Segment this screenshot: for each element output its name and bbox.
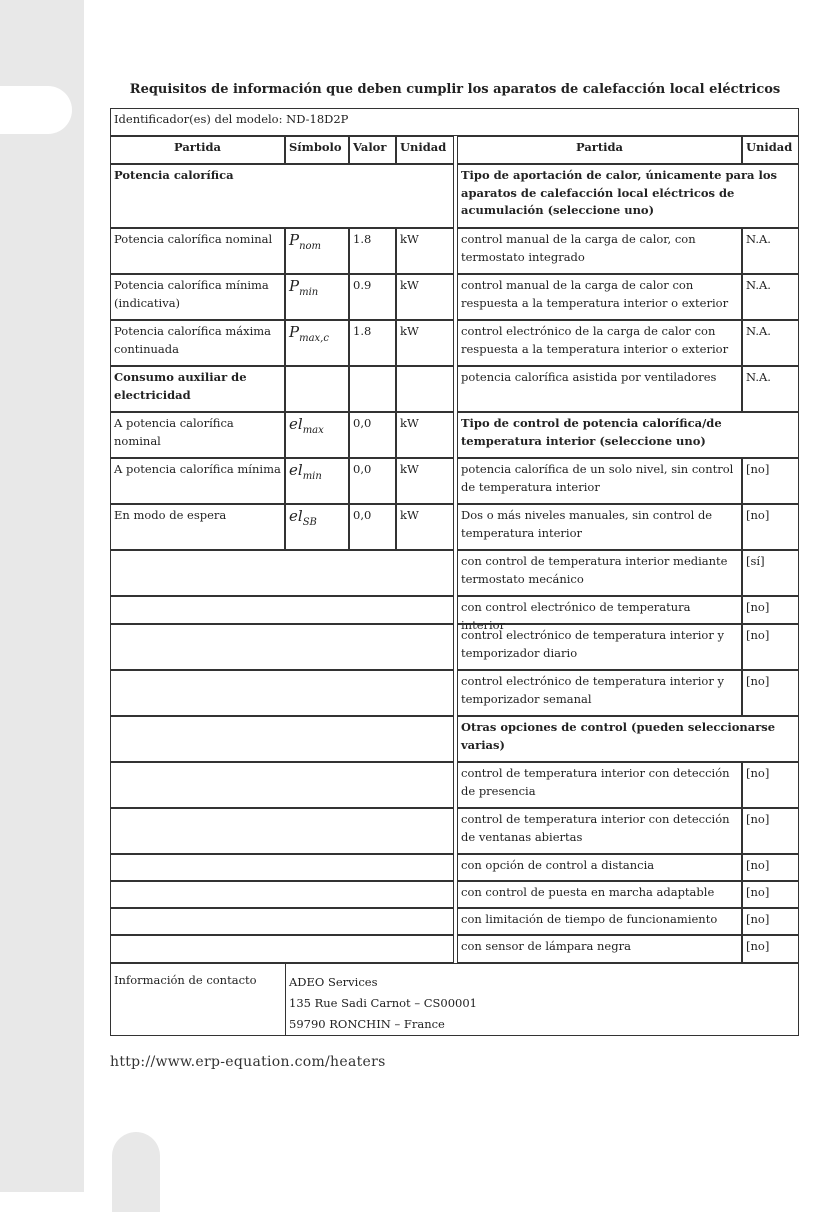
value-cell: 1.8 bbox=[349, 320, 396, 366]
aux-label: A potencia calorífica nominal bbox=[110, 412, 285, 458]
unit-cell: kW bbox=[396, 504, 454, 550]
unit-cell: N.A. bbox=[742, 274, 799, 320]
other-label: con sensor de lámpara negra bbox=[457, 935, 742, 963]
other-label: control de temperatura interior con detección de presencia bbox=[457, 762, 742, 808]
page-bottom-tab bbox=[112, 1132, 160, 1212]
unit-cell: [no] bbox=[742, 854, 799, 881]
unit-cell: [no] bbox=[742, 808, 799, 854]
unit-cell: [sí] bbox=[742, 550, 799, 596]
empty-cell bbox=[396, 366, 454, 412]
heat-input-label: potencia calorífica asistida por ventiladores bbox=[457, 366, 742, 412]
heat-output-label: Potencia calorífica máxima continuada bbox=[110, 320, 285, 366]
symbol-cell: $el_{SB}$ bbox=[285, 504, 349, 550]
empty-row bbox=[110, 596, 454, 624]
control-label: control electrónico de temperatura interior y temporizador semanal bbox=[457, 670, 742, 716]
value-cell: 0,0 bbox=[349, 412, 396, 458]
contact-line: 59790 RONCHIN – France bbox=[289, 1017, 445, 1031]
symbol-cell: $P_{max,c}$ bbox=[285, 320, 349, 366]
value-cell: 0.9 bbox=[349, 274, 396, 320]
value-cell: 0,0 bbox=[349, 504, 396, 550]
other-label: con limitación de tiempo de funcionamiento bbox=[457, 908, 742, 935]
heat-output-label: Potencia calorífica mínima (indicativa) bbox=[110, 274, 285, 320]
empty-row bbox=[110, 550, 454, 596]
other-label: con opción de control a distancia bbox=[457, 854, 742, 881]
empty-row bbox=[110, 762, 454, 808]
unit-cell: N.A. bbox=[742, 320, 799, 366]
unit-cell: kW bbox=[396, 320, 454, 366]
contact-info bbox=[285, 963, 799, 1036]
heat-output-heading: Potencia calorífica bbox=[110, 164, 454, 228]
right-header-unit: Unidad bbox=[742, 136, 799, 164]
unit-cell: [no] bbox=[742, 504, 799, 550]
unit-cell: N.A. bbox=[742, 228, 799, 274]
unit-cell: kW bbox=[396, 274, 454, 320]
heat-input-heading: Tipo de aportación de calor, únicamente para los aparatos de calefacción local eléctricos de acumulación (seleccione uno) bbox=[457, 164, 799, 228]
unit-cell: kW bbox=[396, 458, 454, 504]
empty-row bbox=[110, 881, 454, 908]
unit-cell: [no] bbox=[742, 670, 799, 716]
symbol-cell: $P_{min}$ bbox=[285, 274, 349, 320]
left-header-symbol: Símbolo bbox=[285, 136, 349, 164]
symbol-cell: $el_{max}$ bbox=[285, 412, 349, 458]
aux-label: A potencia calorífica mínima bbox=[110, 458, 285, 504]
unit-cell: N.A. bbox=[742, 366, 799, 412]
empty-cell bbox=[285, 366, 349, 412]
unit-cell: kW bbox=[396, 412, 454, 458]
page-side-tab bbox=[0, 86, 72, 134]
empty-row bbox=[110, 908, 454, 935]
empty-row bbox=[110, 935, 454, 963]
left-header-unit: Unidad bbox=[396, 136, 454, 164]
unit-cell: [no] bbox=[742, 596, 799, 624]
symbol-cell: $P_{nom}$ bbox=[285, 228, 349, 274]
model-identifier: Identificador(es) del modelo: ND-18D2P bbox=[110, 108, 799, 136]
other-label: con control de puesta en marcha adaptable bbox=[457, 881, 742, 908]
control-label: potencia calorífica de un solo nivel, sin control de temperatura interior bbox=[457, 458, 742, 504]
unit-cell: [no] bbox=[742, 881, 799, 908]
other-label: control de temperatura interior con detección de ventanas abiertas bbox=[457, 808, 742, 854]
empty-row bbox=[110, 808, 454, 854]
page-side-strip bbox=[0, 0, 84, 1192]
heat-input-label: control manual de la carga de calor con respuesta a la temperatura interior o exterior bbox=[457, 274, 742, 320]
unit-cell: kW bbox=[396, 228, 454, 274]
control-label: con control de temperatura interior mediante termostato mecánico bbox=[457, 550, 742, 596]
value-cell: 0,0 bbox=[349, 458, 396, 504]
value-cell: 1.8 bbox=[349, 228, 396, 274]
left-header-value: Valor bbox=[349, 136, 396, 164]
unit-cell: [no] bbox=[742, 908, 799, 935]
unit-cell: [no] bbox=[742, 458, 799, 504]
empty-cell bbox=[349, 366, 396, 412]
unit-cell: [no] bbox=[742, 935, 799, 963]
document-title: Requisitos de información que deben cumplir los aparatos de calefacción local eléctricos bbox=[129, 82, 781, 97]
control-label: Dos o más niveles manuales, sin control de temperatura interior bbox=[457, 504, 742, 550]
control-label: con control electrónico de temperatura interior bbox=[457, 596, 742, 624]
left-header-item: Partida bbox=[110, 136, 285, 164]
aux-heading: Consumo auxiliar de electricidad bbox=[110, 366, 285, 412]
empty-row bbox=[110, 854, 454, 881]
symbol-cell: $el_{min}$ bbox=[285, 458, 349, 504]
contact-line: 135 Rue Sadi Carnot – CS00001 bbox=[289, 996, 477, 1010]
footer-url: http://www.erp-equation.com/heaters bbox=[110, 1054, 386, 1070]
control-label: control electrónico de temperatura interior y temporizador diario bbox=[457, 624, 742, 670]
empty-row bbox=[110, 624, 454, 670]
heat-output-label: Potencia calorífica nominal bbox=[110, 228, 285, 274]
unit-cell: [no] bbox=[742, 624, 799, 670]
empty-row bbox=[110, 670, 454, 716]
empty-row bbox=[110, 716, 454, 762]
heat-input-label: control manual de la carga de calor, con termostato integrado bbox=[457, 228, 742, 274]
control-heading: Tipo de control de potencia calorífica/de temperatura interior (seleccione uno) bbox=[457, 412, 799, 458]
contact-label: Información de contacto bbox=[110, 963, 285, 1036]
aux-label: En modo de espera bbox=[110, 504, 285, 550]
unit-cell: [no] bbox=[742, 762, 799, 808]
contact-line: ADEO Services bbox=[289, 975, 378, 989]
right-header-item: Partida bbox=[457, 136, 742, 164]
heat-input-label: control electrónico de la carga de calor con respuesta a la temperatura interior o exterior bbox=[457, 320, 742, 366]
other-heading: Otras opciones de control (pueden seleccionarse varias) bbox=[457, 716, 799, 762]
